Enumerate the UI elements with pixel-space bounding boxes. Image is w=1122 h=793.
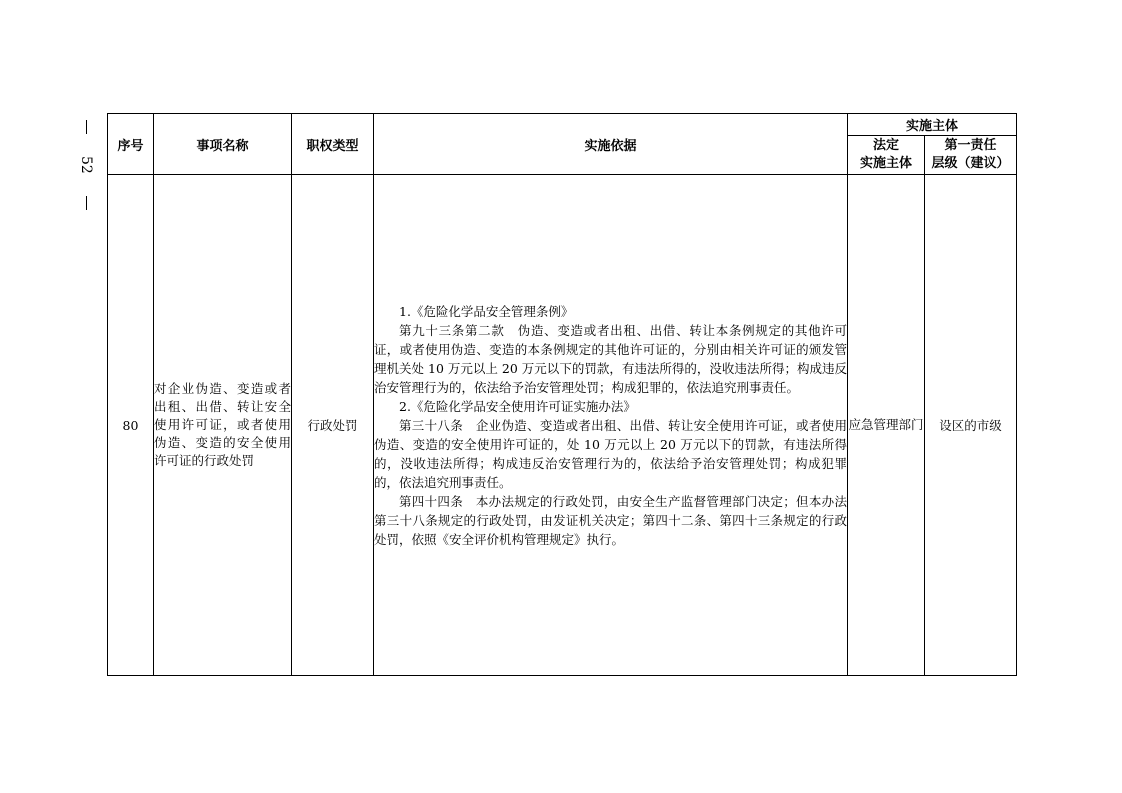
page-number: [74, 120, 98, 210]
basis-law-2: 2.《危险化学品安全使用许可证实施办法》: [399, 398, 636, 414]
header-subject-group: 实施主体: [848, 114, 1017, 136]
header-level-line2: 层级（建议）: [931, 156, 1010, 171]
header-legal-subject-line1: 法定: [872, 138, 899, 153]
basis-law-1: 1.《危险化学品安全管理条例》: [399, 303, 574, 319]
authority-table: [107, 113, 1017, 676]
header-name: 事项名称: [154, 114, 292, 175]
cell-index: 80: [108, 175, 154, 676]
header-legal-subject: [848, 136, 925, 175]
header-index: 序号: [108, 114, 154, 175]
cell-level: 设区的市级: [925, 175, 1017, 676]
basis-article-3: 第四十四条 本办法规定的行政处罚，由安全生产监督管理部门决定；但本办法第三十八条规定的行政处罚，由发证机关决定；第四十二条、第四十三条规定的行政处罚，依照《安全评价机构管理规定》执行。: [374, 493, 847, 547]
basis-article-2: 第三十八条 企业伪造、变造或者出租、出借、转让安全使用许可证，或者使用伪造、变造的安全使用许可证的，处 10 万元以上 20 万元以下的罚款，有违法所得的，没收违法所得；构成违反治安管理行为的，依法给予治安管理处罚；构成犯罪的，依法追究刑事责任。: [374, 417, 847, 490]
header-legal-subject-line2: 实施主体: [859, 156, 912, 171]
page-number-text: 52: [78, 156, 94, 174]
header-level: [925, 136, 1017, 175]
page-number-dash-bottom: [86, 196, 87, 210]
header-basis: 实施依据: [374, 114, 848, 175]
page-number-dash-top: [86, 120, 87, 134]
header-level-line1: 第一责任: [944, 138, 997, 153]
cell-type: 行政处罚: [292, 175, 374, 676]
basis-article-1: 第九十三条第二款 伪造、变造或者出租、出借、转让本条例规定的其他许可证，或者使用伪造、变造的本条例规定的其他许可证的，分别由相关许可证的颁发管理机关处 10 万元以上 20 万元以下的罚款，有违法所得的，没收违法所得；构成违反治安管理行为的，依法给予治安管理处罚；构成犯罪的，依法追究刑事责任。: [374, 322, 847, 395]
cell-legal-subject: 应急管理部门: [848, 175, 925, 676]
cell-name: 对企业伪造、变造或者出租、出借、转让安全使用许可证，或者使用伪造、变造的安全使用许可证的行政处罚: [154, 175, 292, 676]
header-type: 职权类型: [292, 114, 374, 175]
table-row: [108, 175, 1017, 676]
cell-basis: [374, 175, 848, 676]
